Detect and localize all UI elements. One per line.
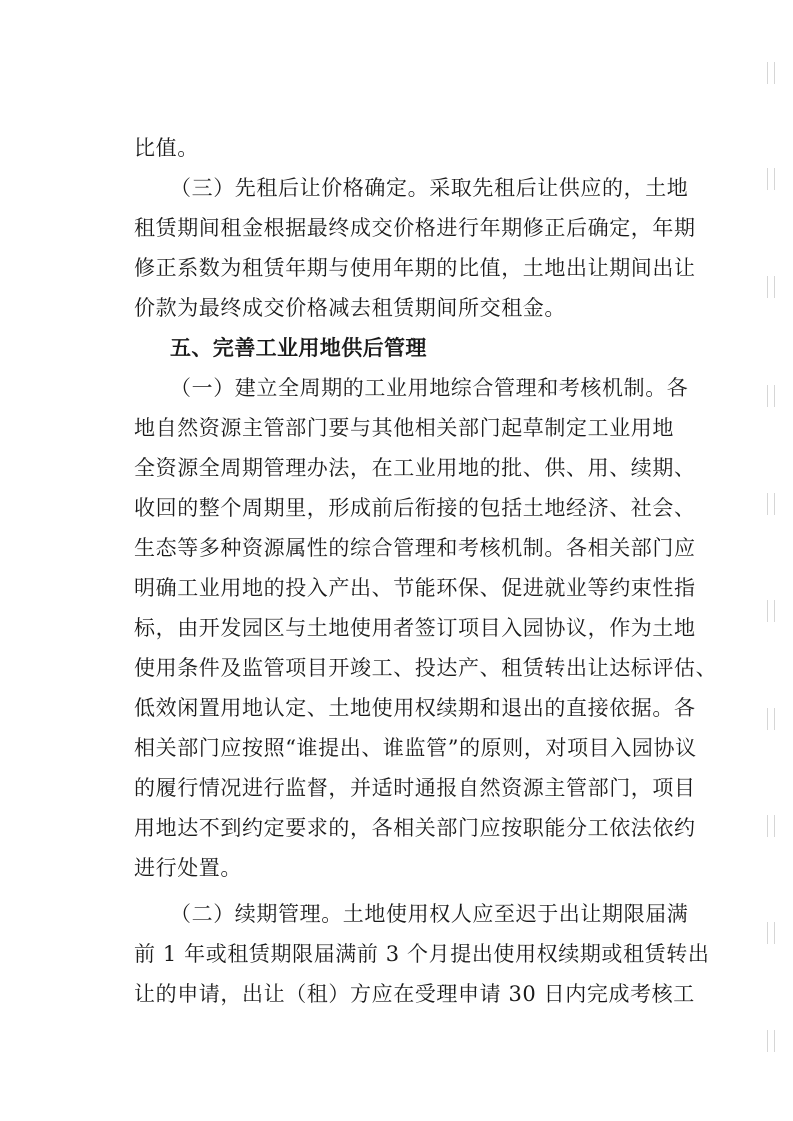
scan-edge-mark [767,276,775,298]
scan-edge-mark [767,1030,775,1052]
text-line: 用地达不到约定要求的，各相关部门应按职能分工依法依约 [134,816,696,840]
scan-edge-mark [767,600,775,622]
text-line: 生态等多种资源属性的综合管理和考核机制。各相关部门应 [134,536,696,560]
text-line: 的履行情况进行监督，并适时通报自然资源主管部门，项目 [134,776,696,800]
scan-edge-mark [767,493,775,515]
scan-edge-mark [767,62,775,84]
text-line: （二）续期管理。土地使用权人应至迟于出让期限届满 [170,902,689,926]
text-line: 比值。 [134,136,199,160]
text-line: 价款为最终成交价格减去租赁期间所交租金。 [134,296,566,320]
scan-edge-mark [767,708,775,730]
scan-edge-mark [767,815,775,837]
text-line: 修正系数为租赁年期与使用年期的比值，土地出让期间出让 [134,256,696,280]
document-body [134,128,718,1014]
text-line: 进行处置。 [134,856,242,880]
text-line: （一）建立全周期的工业用地综合管理和考核机制。各 [170,376,689,400]
text-line: 标，由开发园区与土地使用者签订项目入园协议，作为土地 [134,616,696,640]
text-line: 前 1 年或租赁期限届满前 3 个月提出使用权续期或租赁转出 [134,942,710,966]
text-line: 租赁期间租金根据最终成交价格进行年期修正后确定，年期 [134,216,696,240]
text-line: 低效闲置用地认定、土地使用权续期和退出的直接依据。各 [134,696,696,720]
text-line: 使用条件及监管项目开竣工、投达产、租赁转出让达标评估、 [134,656,718,680]
text-line: 收回的整个周期里，形成前后衔接的包括土地经济、社会、 [134,496,696,520]
text-line: 明确工业用地的投入产出、节能环保、促进就业等约束性指 [134,576,696,600]
text-line: （三）先租后让价格确定。采取先租后让供应的，土地 [170,176,689,200]
text-line: 相关部门应按照“谁提出、谁监管”的原则，对项目入园协议 [134,736,697,760]
text-line: 地自然资源主管部门要与其他相关部门起草制定工业用地 [134,416,674,440]
scan-edge-mark [767,168,775,190]
scan-edge-mark [767,922,775,944]
text-line: 让的申请，出让（租）方应在受理申请 30 日内完成考核工 [134,982,695,1006]
scan-edge-mark [767,385,775,407]
text-line: 全资源全周期管理办法，在工业用地的批、供、用、续期、 [134,456,696,480]
section-heading: 五、完善工业用地供后管理 [170,336,427,360]
